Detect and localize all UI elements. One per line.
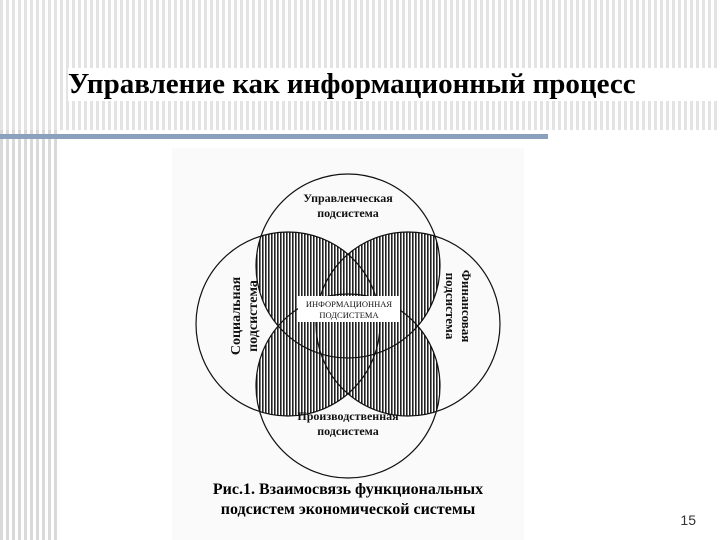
center-label-line1: ИНФОРМАЦИОННАЯ [305, 299, 393, 309]
slide-title: Управление как информационный процесс [68, 68, 718, 101]
page-number: 15 [680, 512, 696, 528]
bottom-label-line1: Производственная [297, 409, 399, 423]
decorative-stripes-top [0, 0, 720, 130]
title-underline [0, 134, 548, 139]
right-label-line2: подсистема [443, 272, 458, 340]
figure-caption [172, 480, 524, 520]
caption-line-1: Рис.1. Взаимосвязь функциональных [212, 481, 484, 498]
top-label-line2: подсистема [317, 206, 379, 220]
left-label-line2: подсистема [246, 280, 261, 352]
left-label-line1: Социальная [229, 276, 244, 356]
top-label-line1: Управленческая [303, 191, 393, 205]
right-label-line1: Финансовая [459, 269, 474, 343]
center-label-line2: ПОДСИСТЕМА [319, 310, 379, 320]
caption-line-2: подсистем экономической системы [220, 501, 476, 518]
bottom-label-line2: подсистема [317, 424, 379, 438]
